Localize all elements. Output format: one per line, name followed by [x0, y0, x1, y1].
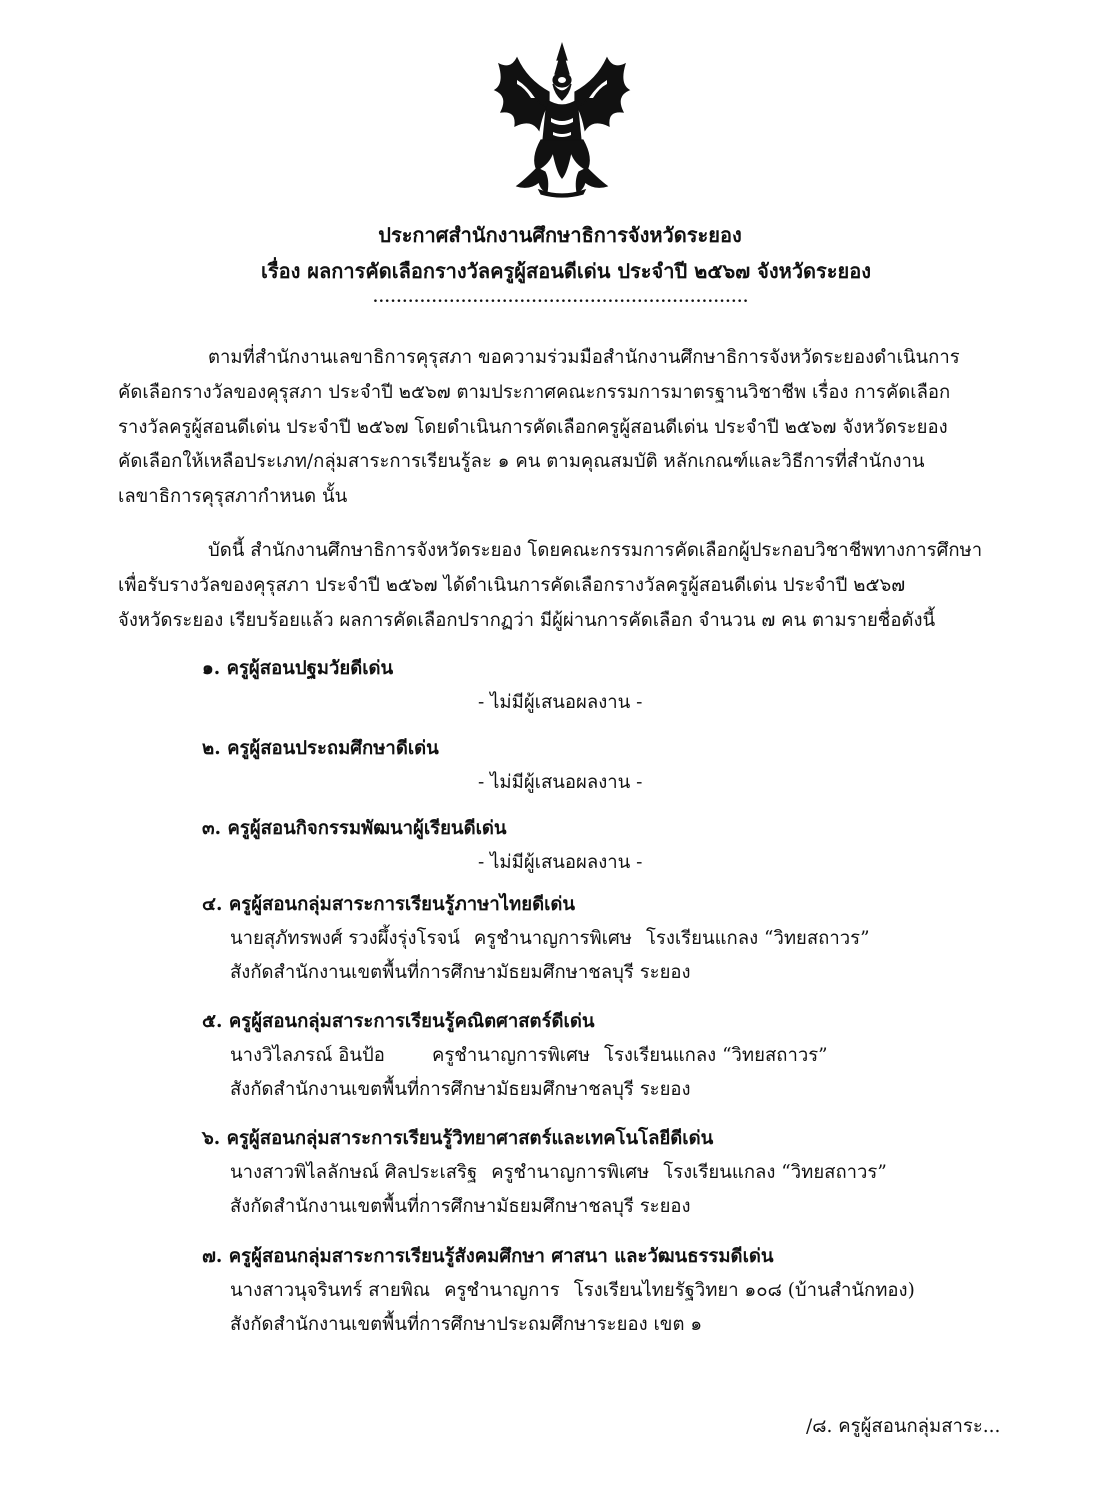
- award-category: [202, 732, 1022, 800]
- winner-name: นายสุภัทรพงศ์ รวงผึ้งรุ่งโรจน์: [230, 928, 460, 949]
- winner-affiliation: สังกัดสำนักงานเขตพื้นที่การศึกษาประถมศึกษาระยอง เขต ๑: [230, 1314, 703, 1335]
- category-heading: ๖. ครูผู้สอนกลุ่มสาระการเรียนรู้วิทยาศาสตร์และเทคโนโลยีดีเด่น: [202, 1128, 714, 1149]
- winner-position: ครูชำนาญการพิเศษ: [473, 928, 632, 949]
- winner-name: นางสาวพิไลลักษณ์ ศิลประเสริฐ: [230, 1162, 478, 1183]
- winner-position: ครูชำนาญการ: [444, 1280, 560, 1301]
- winner-name: นางวิไลภรณ์ อินป้อ: [230, 1045, 385, 1066]
- winner-school: โรงเรียนไทยรัฐวิทยา ๑๐๘ (บ้านสำนักทอง): [573, 1280, 915, 1301]
- award-category: [202, 1005, 1022, 1107]
- announcement-subject: เรื่อง ผลการคัดเลือกรางวัลครูผู้สอนดีเด่น ประจำปี ๒๕๖๗ จังหวัดระยอง: [260, 259, 872, 283]
- paragraph-line: เพื่อรับรางวัลของคุรุสภา ประจำปี ๒๕๖๗ ได้ดำเนินการคัดเลือกรางวัลครูผู้สอนดีเด่น ประจำปี ๒๕๖๗: [118, 574, 906, 596]
- award-category: [202, 812, 1022, 880]
- award-category: [202, 1240, 1022, 1342]
- paragraph-line: คัดเลือกรางวัลของคุรุสภา ประจำปี ๒๕๖๗ ตามประกาศคณะกรรมการมาตรฐานวิชาชีพ เรื่อง การคัดเลือก: [118, 381, 951, 403]
- category-heading: ๗. ครูผู้สอนกลุ่มสาระการเรียนรู้สังคมศึกษา ศาสนา และวัฒนธรรมดีเด่น: [202, 1246, 774, 1267]
- intro-paragraph: [118, 341, 1024, 515]
- page-continuation: /๘. ครูผู้สอนกลุ่มสาระ...: [806, 1416, 1001, 1437]
- category-heading: ๔. ครูผู้สอนกลุ่มสาระการเรียนรู้ภาษาไทยดีเด่น: [202, 894, 576, 915]
- paragraph-line: คัดเลือกให้เหลือประเภท/กลุ่มสาระการเรียนรู้ละ ๑ คน ตามคุณสมบัติ หลักเกณฑ์และวิธีการที่สำนักงาน: [118, 451, 925, 473]
- winner-line: [202, 1274, 1022, 1308]
- paragraph-line: รางวัลครูผู้สอนดีเด่น ประจำปี ๒๕๖๗ โดยดำเนินการคัดเลือกครูผู้สอนดีเด่น ประจำปี ๒๕๖๗ จังหวัดระยอง: [118, 416, 948, 438]
- garuda-emblem-icon: [487, 40, 637, 198]
- winner-school: โรงเรียนแกลง “วิทยสถาวร”: [663, 1162, 887, 1183]
- paragraph-line: บัดนี้ สำนักงานศึกษาธิการจังหวัดระยอง โดยคณะกรรมการคัดเลือกผู้ประกอบวิชาชีพทางการศึกษา: [208, 540, 983, 561]
- winner-position: ครูชำนาญการพิเศษ: [491, 1162, 650, 1183]
- winner-affiliation: สังกัดสำนักงานเขตพื้นที่การศึกษามัธยมศึกษาชลบุรี ระยอง: [230, 1079, 691, 1100]
- winner-affiliation: สังกัดสำนักงานเขตพื้นที่การศึกษามัธยมศึกษาชลบุรี ระยอง: [230, 962, 691, 983]
- category-heading: ๕. ครูผู้สอนกลุ่มสาระการเรียนรู้คณิตศาสตร์ดีเด่น: [202, 1011, 595, 1032]
- title-separator: ................................................................: [373, 290, 749, 306]
- paragraph-line: ตามที่สำนักงานเลขาธิการคุรุสภา ขอความร่วมมือสำนักงานศึกษาธิการจังหวัดระยองดำเนินการ: [208, 347, 960, 368]
- no-submission-note: - ไม่มีผู้เสนอผลงาน -: [478, 692, 643, 713]
- winner-name: นางสาวนุจรินทร์ สายพิณ: [230, 1280, 431, 1301]
- category-heading: ๑. ครูผู้สอนปฐมวัยดีเด่น: [202, 658, 394, 679]
- winner-position: ครูชำนาญการพิเศษ: [432, 1045, 591, 1066]
- award-category: [202, 1122, 1022, 1224]
- category-heading: ๒. ครูผู้สอนประถมศึกษาดีเด่น: [202, 738, 439, 759]
- winner-line: [202, 1039, 1022, 1073]
- result-paragraph: [118, 534, 1024, 638]
- winner-affiliation: สังกัดสำนักงานเขตพื้นที่การศึกษามัธยมศึกษาชลบุรี ระยอง: [230, 1196, 691, 1217]
- winner-school: โรงเรียนแกลง “วิทยสถาวร”: [645, 928, 870, 949]
- winner-school: โรงเรียนแกลง “วิทยสถาวร”: [604, 1045, 828, 1066]
- paragraph-line: เลขาธิการคุรุสภากำหนด นั้น: [118, 486, 348, 508]
- paragraph-line: จังหวัดระยอง เรียบร้อยแล้ว ผลการคัดเลือกปรากฏว่า มีผู้ผ่านการคัดเลือก จำนวน ๗ คน ตามรายชื่อดังนี้: [118, 609, 936, 631]
- title-block: [0, 217, 1102, 307]
- announcement-title: ประกาศสำนักงานศึกษาธิการจังหวัดระยอง: [378, 223, 742, 247]
- no-submission-note: - ไม่มีผู้เสนอผลงาน -: [478, 772, 643, 793]
- award-category: [202, 652, 1022, 720]
- award-category: [202, 888, 1022, 990]
- winner-line: [202, 1156, 1022, 1190]
- winner-line: [202, 922, 1022, 956]
- category-heading: ๓. ครูผู้สอนกิจกรรมพัฒนาผู้เรียนดีเด่น: [202, 818, 507, 839]
- no-submission-note: - ไม่มีผู้เสนอผลงาน -: [478, 852, 643, 873]
